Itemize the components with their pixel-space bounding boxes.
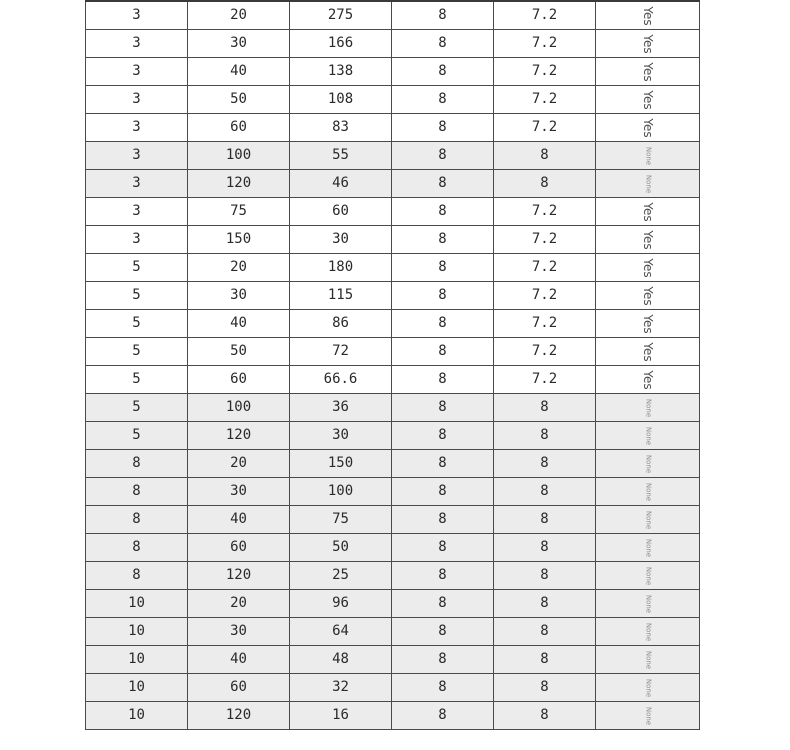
table-row [86,506,700,534]
table-cell-col3: 55 [290,142,392,170]
flag-text: None [644,174,652,193]
flag-text: Yes [640,229,655,250]
table-cell-col4: 8 [392,702,494,730]
table-cell-col3: 180 [290,254,392,282]
table-cell-col1: 10 [86,590,188,618]
table-cell-col5: 8 [494,478,596,506]
table-cell-col5: 8 [494,394,596,422]
table-row [86,310,700,338]
table-cell-col4: 8 [392,506,494,534]
table-cell-flag [596,702,700,730]
table-cell-col4: 8 [392,478,494,506]
table-cell-flag [596,1,700,30]
table-cell-col2: 60 [188,114,290,142]
table-cell-col3: 166 [290,30,392,58]
table-cell-col4: 8 [392,198,494,226]
table-cell-col2: 20 [188,254,290,282]
table-cell-flag [596,366,700,394]
table-cell-col3: 50 [290,534,392,562]
flag-text: None [644,454,652,473]
table-cell-col5: 8 [494,170,596,198]
flag-text: None [644,650,652,669]
table-cell-col2: 150 [188,226,290,254]
flag-text: None [644,482,652,501]
table-cell-col1: 5 [86,366,188,394]
table-row [86,338,700,366]
table-cell-col3: 48 [290,646,392,674]
table-cell-col5: 7.2 [494,282,596,310]
table-cell-col5: 8 [494,702,596,730]
table-row [86,674,700,702]
flag-text: None [644,426,652,445]
flag-text: Yes [640,369,655,390]
table-row [86,478,700,506]
table-cell-col2: 100 [188,142,290,170]
flag-text: None [644,146,652,165]
table-cell-col1: 8 [86,478,188,506]
table-cell-col2: 30 [188,282,290,310]
table-cell-col3: 96 [290,590,392,618]
table-row [86,198,700,226]
table-row [86,1,700,30]
table-cell-col5: 8 [494,674,596,702]
table-cell-col1: 3 [86,30,188,58]
table-row [86,30,700,58]
table-cell-col2: 50 [188,338,290,366]
table-cell-col4: 8 [392,310,494,338]
table-cell-col2: 120 [188,562,290,590]
flag-text: None [644,678,652,697]
table-cell-col2: 30 [188,30,290,58]
table-cell-col2: 30 [188,478,290,506]
table-cell-flag [596,562,700,590]
flag-text: Yes [640,285,655,306]
table-cell-col1: 3 [86,114,188,142]
table-cell-col2: 30 [188,618,290,646]
table-cell-col3: 138 [290,58,392,86]
table-body [86,1,700,730]
table-cell-col1: 5 [86,394,188,422]
table-cell-col4: 8 [392,618,494,646]
table-cell-col2: 20 [188,590,290,618]
table-cell-flag [596,394,700,422]
table-cell-col3: 72 [290,338,392,366]
table-cell-col5: 8 [494,422,596,450]
flag-text: None [644,538,652,557]
table-cell-col2: 40 [188,646,290,674]
flag-text: None [644,622,652,641]
table-cell-col3: 30 [290,422,392,450]
table-cell-flag [596,478,700,506]
table-row [86,618,700,646]
table-cell-col1: 8 [86,506,188,534]
table-cell-col2: 20 [188,450,290,478]
table-cell-col4: 8 [392,254,494,282]
table-cell-col4: 8 [392,590,494,618]
table-cell-col5: 7.2 [494,254,596,282]
table-cell-col5: 7.2 [494,198,596,226]
table-cell-col2: 60 [188,534,290,562]
table-cell-col3: 25 [290,562,392,590]
table-row [86,422,700,450]
table-cell-col1: 3 [86,226,188,254]
table-cell-col2: 120 [188,702,290,730]
table-row [86,170,700,198]
table-cell-col1: 5 [86,422,188,450]
table-cell-col5: 7.2 [494,1,596,30]
table-cell-flag [596,422,700,450]
table-cell-col2: 50 [188,86,290,114]
table-cell-col1: 3 [86,198,188,226]
table-cell-col5: 8 [494,646,596,674]
table-cell-flag [596,618,700,646]
table-cell-flag [596,170,700,198]
table-cell-col3: 115 [290,282,392,310]
table-cell-col3: 60 [290,198,392,226]
table-cell-col2: 100 [188,394,290,422]
table-cell-col5: 7.2 [494,310,596,338]
flag-text: None [644,706,652,725]
table-row [86,254,700,282]
table-cell-col3: 16 [290,702,392,730]
table-cell-flag [596,534,700,562]
table-cell-col5: 8 [494,590,596,618]
table-cell-col4: 8 [392,86,494,114]
table-cell-col1: 8 [86,562,188,590]
flag-text: Yes [640,117,655,138]
table-cell-col1: 5 [86,338,188,366]
table-cell-col4: 8 [392,534,494,562]
table-cell-col2: 60 [188,366,290,394]
table-cell-col2: 75 [188,198,290,226]
flag-text: Yes [640,257,655,278]
table-cell-col4: 8 [392,394,494,422]
table-row [86,114,700,142]
table-cell-col3: 36 [290,394,392,422]
table-cell-col2: 40 [188,506,290,534]
table-cell-col3: 30 [290,226,392,254]
table-cell-col5: 7.2 [494,58,596,86]
table-cell-col4: 8 [392,674,494,702]
table-cell-flag [596,198,700,226]
table-cell-col5: 7.2 [494,86,596,114]
table-cell-col5: 7.2 [494,338,596,366]
table-row [86,226,700,254]
table-row [86,142,700,170]
table-cell-flag [596,226,700,254]
table-cell-col5: 8 [494,506,596,534]
table-cell-col3: 66.6 [290,366,392,394]
table-row [86,562,700,590]
table-cell-col3: 100 [290,478,392,506]
table-cell-flag [596,450,700,478]
table-cell-col1: 10 [86,646,188,674]
table-row [86,58,700,86]
table-cell-col1: 5 [86,282,188,310]
flag-text: Yes [640,5,655,26]
table-cell-col1: 10 [86,702,188,730]
table-cell-col4: 8 [392,142,494,170]
table-cell-col2: 40 [188,58,290,86]
table-cell-col4: 8 [392,1,494,30]
table-cell-flag [596,338,700,366]
table-cell-col5: 7.2 [494,226,596,254]
table-cell-col1: 3 [86,86,188,114]
table-cell-col4: 8 [392,422,494,450]
table-cell-col2: 40 [188,310,290,338]
table-cell-flag [596,114,700,142]
table-cell-col5: 8 [494,450,596,478]
table-cell-col5: 7.2 [494,30,596,58]
table-row [86,282,700,310]
table-cell-col3: 64 [290,618,392,646]
table-cell-col1: 3 [86,1,188,30]
table-cell-flag [596,142,700,170]
table-cell-col1: 3 [86,58,188,86]
table-cell-col2: 120 [188,422,290,450]
table-cell-col4: 8 [392,646,494,674]
table-cell-col1: 5 [86,254,188,282]
table-cell-col4: 8 [392,562,494,590]
table-cell-col3: 75 [290,506,392,534]
table-cell-col4: 8 [392,170,494,198]
table-cell-col3: 150 [290,450,392,478]
table-cell-col5: 8 [494,562,596,590]
table-cell-col2: 20 [188,1,290,30]
table-cell-col3: 108 [290,86,392,114]
flag-text: None [644,398,652,417]
table-cell-col3: 86 [290,310,392,338]
table-cell-col5: 8 [494,142,596,170]
flag-text: Yes [640,33,655,54]
table-cell-flag [596,58,700,86]
table-cell-col4: 8 [392,450,494,478]
table-cell-col2: 60 [188,674,290,702]
table-row [86,702,700,730]
table-cell-flag [596,310,700,338]
table-cell-col4: 8 [392,114,494,142]
table-cell-col4: 8 [392,226,494,254]
table-cell-flag [596,254,700,282]
table-row [86,590,700,618]
table-row [86,646,700,674]
table-cell-flag [596,506,700,534]
flag-text: Yes [640,89,655,110]
table-cell-col5: 7.2 [494,366,596,394]
table-cell-col5: 8 [494,534,596,562]
flag-text: None [644,594,652,613]
flag-text: Yes [640,341,655,362]
table-cell-col1: 5 [86,310,188,338]
flag-text: None [644,510,652,529]
table-cell-col3: 32 [290,674,392,702]
table-cell-col5: 8 [494,618,596,646]
table-cell-col3: 83 [290,114,392,142]
table-row [86,86,700,114]
table-cell-col4: 8 [392,338,494,366]
flag-text: Yes [640,313,655,334]
table-cell-flag [596,646,700,674]
table-cell-flag [596,282,700,310]
table-row [86,366,700,394]
table-cell-col4: 8 [392,30,494,58]
data-table [85,0,700,730]
table-cell-col1: 10 [86,674,188,702]
table-cell-col3: 275 [290,1,392,30]
table-cell-col1: 8 [86,450,188,478]
table-cell-col4: 8 [392,282,494,310]
flag-text: None [644,566,652,585]
table-cell-flag [596,30,700,58]
table-cell-col3: 46 [290,170,392,198]
flag-text: Yes [640,61,655,82]
table-cell-col4: 8 [392,366,494,394]
table-cell-col1: 10 [86,618,188,646]
table-cell-col2: 120 [188,170,290,198]
table-cell-col5: 7.2 [494,114,596,142]
table-cell-flag [596,86,700,114]
table-row [86,450,700,478]
table-row [86,534,700,562]
table-cell-col4: 8 [392,58,494,86]
table-cell-col1: 3 [86,170,188,198]
table-row [86,394,700,422]
table-cell-col1: 3 [86,142,188,170]
data-table-container [85,0,699,730]
table-cell-flag [596,674,700,702]
flag-text: Yes [640,201,655,222]
table-cell-flag [596,590,700,618]
table-cell-col1: 8 [86,534,188,562]
